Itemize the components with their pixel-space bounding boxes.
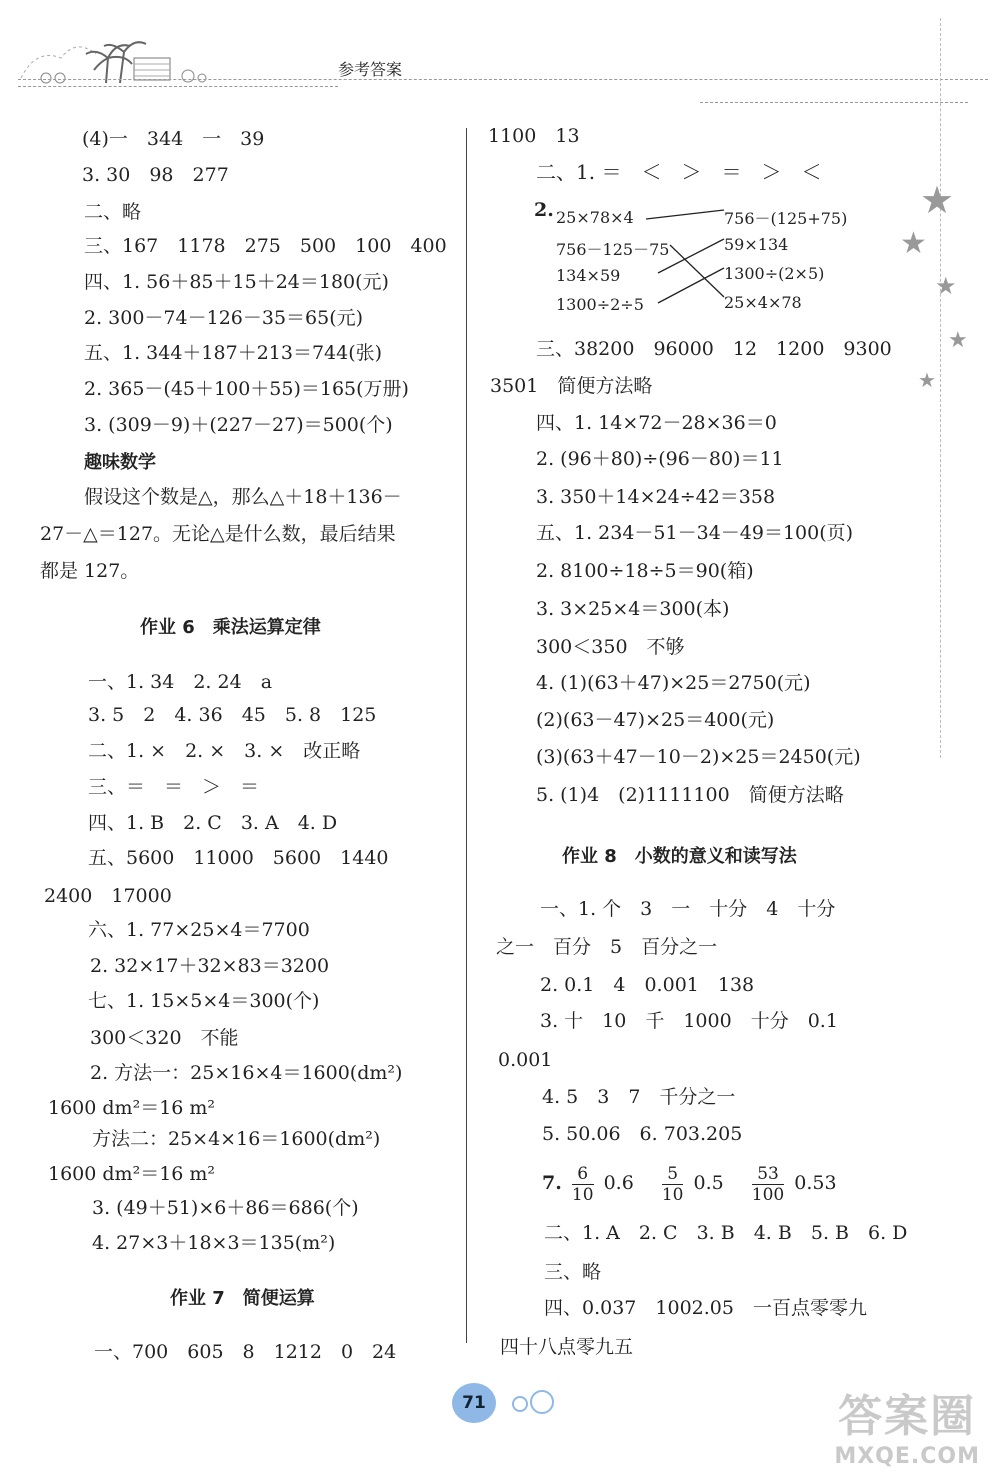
header-rule-lower xyxy=(18,86,338,87)
header-rule-right xyxy=(700,102,968,103)
answer-line: 1600 dm²＝16 m² xyxy=(48,1097,216,1119)
answer-line: 300＜350 不够 xyxy=(536,636,685,658)
answer-line: 四、0.037 1002.05 一百点零零九 xyxy=(544,1297,867,1319)
answer-line: 一、1. 34 2. 24 a xyxy=(88,671,273,693)
fraction: $\frac{5}{10}$ xyxy=(661,1163,684,1205)
decimal-value: 0.6 xyxy=(603,1172,634,1194)
answer-line: 五、1. 344＋187＋213＝744(张) xyxy=(84,342,383,364)
answer-line: 一、1. 个 3 一 十分 4 十分 xyxy=(540,898,836,920)
match-right-item: 756－(125+75) xyxy=(724,209,848,228)
fraction: $\frac{6}{10}$ xyxy=(571,1163,594,1205)
answer-line: 一、700 605 8 1212 0 24 xyxy=(94,1341,397,1363)
answer-line: 二、略 xyxy=(84,201,142,223)
q7-label: 7. xyxy=(542,1172,562,1194)
answer-line: 3. 3×25×4＝300(本) xyxy=(536,598,730,620)
answer-line: 3. 5 2 4. 36 45 5. 8 125 xyxy=(88,704,377,726)
answer-line: 4. 5 3 7 千分之一 xyxy=(542,1086,736,1108)
star-icon: ★ xyxy=(935,272,957,300)
answer-line: (4)一 344 一 39 xyxy=(82,128,265,150)
answer-line: 3. (49＋51)×6＋86＝686(个) xyxy=(92,1197,359,1219)
decimal-value: 0.5 xyxy=(693,1172,724,1194)
answer-line: 四、1. B 2. C 3. A 4. D xyxy=(88,812,338,834)
answer-line: 2. 300－74－126－35＝65(元) xyxy=(84,307,364,329)
answer-line: 三、38200 96000 12 1200 9300 xyxy=(536,338,892,360)
answer-line: 都是 127。 xyxy=(40,560,140,582)
answer-line: 2. 365－(45＋100＋55)＝165(万册) xyxy=(84,378,409,400)
match-right-item: 59×134 xyxy=(724,235,789,254)
right-margin-rule xyxy=(940,18,941,758)
star-icon: ★ xyxy=(900,226,927,261)
answer-line: 二、1. A 2. C 3. B 4. B 5. B 6. D xyxy=(544,1222,908,1244)
answer-line: 2. 0.1 4 0.001 138 xyxy=(540,974,755,996)
star-icon: ★ xyxy=(948,328,968,353)
answer-line: 假设这个数是△，那么△＋18＋136－ xyxy=(84,486,402,508)
match-left-item: 134×59 xyxy=(556,266,621,285)
answer-line: 四十八点零九五 xyxy=(500,1336,634,1358)
match-line xyxy=(658,268,724,303)
answer-line: 四、1. 14×72－28×36＝0 xyxy=(536,412,777,434)
column-divider xyxy=(466,128,467,1343)
answer-line: 五、1. 234－51－34－49＝100(页) xyxy=(536,522,854,544)
answer-line: 5. 50.06 6. 703.205 xyxy=(542,1123,743,1145)
hw6-title: 作业 6 乘法运算定律 xyxy=(140,617,321,638)
answer-line: (3)(63＋47－10－2)×25＝2450(元) xyxy=(536,746,861,768)
answer-line: 三、＝ ＝ ＞ ＝ xyxy=(88,776,260,798)
hw8-title: 作业 8 小数的意义和读写法 xyxy=(562,846,797,867)
answer-line: 4. (1)(63＋47)×25＝2750(元) xyxy=(536,672,811,694)
answer-line: 2400 17000 xyxy=(44,885,172,907)
answer-line: 方法二：25×4×16＝1600(dm²) xyxy=(92,1128,381,1150)
match-line xyxy=(646,210,724,219)
match-line xyxy=(658,239,724,273)
answer-line: 4. 27×3＋18×3＝135(m²) xyxy=(92,1232,336,1254)
star-icon: ★ xyxy=(918,368,936,392)
answer-line: 1600 dm²＝16 m² xyxy=(48,1163,216,1185)
matching-lines xyxy=(640,205,730,315)
answer-line: 3. 十 10 千 1000 十分 0.1 xyxy=(540,1010,838,1032)
answer-line: 27－△＝127。无论△是什么数，最后结果 xyxy=(40,523,396,545)
answer-line: 三、略 xyxy=(544,1261,602,1283)
question-7-line xyxy=(542,1160,837,1206)
watermark-text: 答案圈 xyxy=(838,1391,977,1442)
match-left-item: 25×78×4 xyxy=(556,208,634,227)
watermark-logo xyxy=(834,1380,980,1469)
answer-line: 3. 350＋14×24÷42＝358 xyxy=(536,486,776,508)
decor-circle-icon xyxy=(530,1390,554,1414)
header-title: 参考答案 xyxy=(338,60,403,79)
answer-line: 2. 方法一：25×16×4＝1600(dm²) xyxy=(90,1062,403,1084)
fraction: $\frac{53}{100}$ xyxy=(751,1163,785,1205)
answer-line: (2)(63－47)×25＝400(元) xyxy=(536,709,775,731)
answer-line: 二、1. × 2. × 3. × 改正略 xyxy=(88,740,361,762)
compare-line: 二、1. ＝ ＜ ＞ ＝ ＞ ＜ xyxy=(536,160,822,184)
answer-line: 七、1. 15×5×4＝300(个) xyxy=(88,990,320,1012)
page-number: 71 xyxy=(452,1383,496,1423)
answer-line: 3. 30 98 277 xyxy=(82,164,229,186)
answer-line: 1100 13 xyxy=(488,125,580,147)
answer-line: 六、1. 77×25×4＝7700 xyxy=(88,919,310,941)
answer-line: 300＜320 不能 xyxy=(90,1027,239,1049)
answer-line: 四、1. 56＋85＋15＋24＝180(元) xyxy=(84,271,389,293)
decimal-value: 0.53 xyxy=(794,1172,837,1194)
decor-circle-icon xyxy=(512,1396,528,1412)
star-icon: ★ xyxy=(920,178,955,222)
match-right-item: 1300÷(2×5) xyxy=(724,264,825,283)
answer-line: 0.001 xyxy=(498,1049,553,1071)
answer-line: 五、5600 11000 5600 1440 xyxy=(88,847,389,869)
answer-line: 2. (96＋80)÷(96－80)＝11 xyxy=(536,448,784,470)
header-rule xyxy=(18,79,988,80)
match-label: 2. xyxy=(534,199,554,221)
answer-line: 5. (1)4 (2)1111100 简便方法略 xyxy=(536,784,844,806)
match-left-item: 756－125－75 xyxy=(556,240,670,259)
match-left-item: 1300÷2÷5 xyxy=(556,295,644,314)
watermark-url: MXQE.COM xyxy=(834,1444,980,1469)
answer-line: 2. 8100÷18÷5＝90(箱) xyxy=(536,560,754,582)
answer-line: 3501 简便方法略 xyxy=(490,375,653,397)
hw7-title: 作业 7 简便运算 xyxy=(170,1288,315,1309)
answer-line: 之一 百分 5 百分之一 xyxy=(496,936,718,958)
answer-line: 2. 32×17＋32×83＝3200 xyxy=(90,955,330,977)
answer-line: 3. (309－9)＋(227－27)＝500(个) xyxy=(84,414,393,436)
fun-math-heading: 趣味数学 xyxy=(84,452,156,473)
header-decoration-icon xyxy=(16,28,216,86)
match-right-item: 25×4×78 xyxy=(724,293,802,312)
answer-line: 三、167 1178 275 500 100 400 xyxy=(84,235,447,257)
